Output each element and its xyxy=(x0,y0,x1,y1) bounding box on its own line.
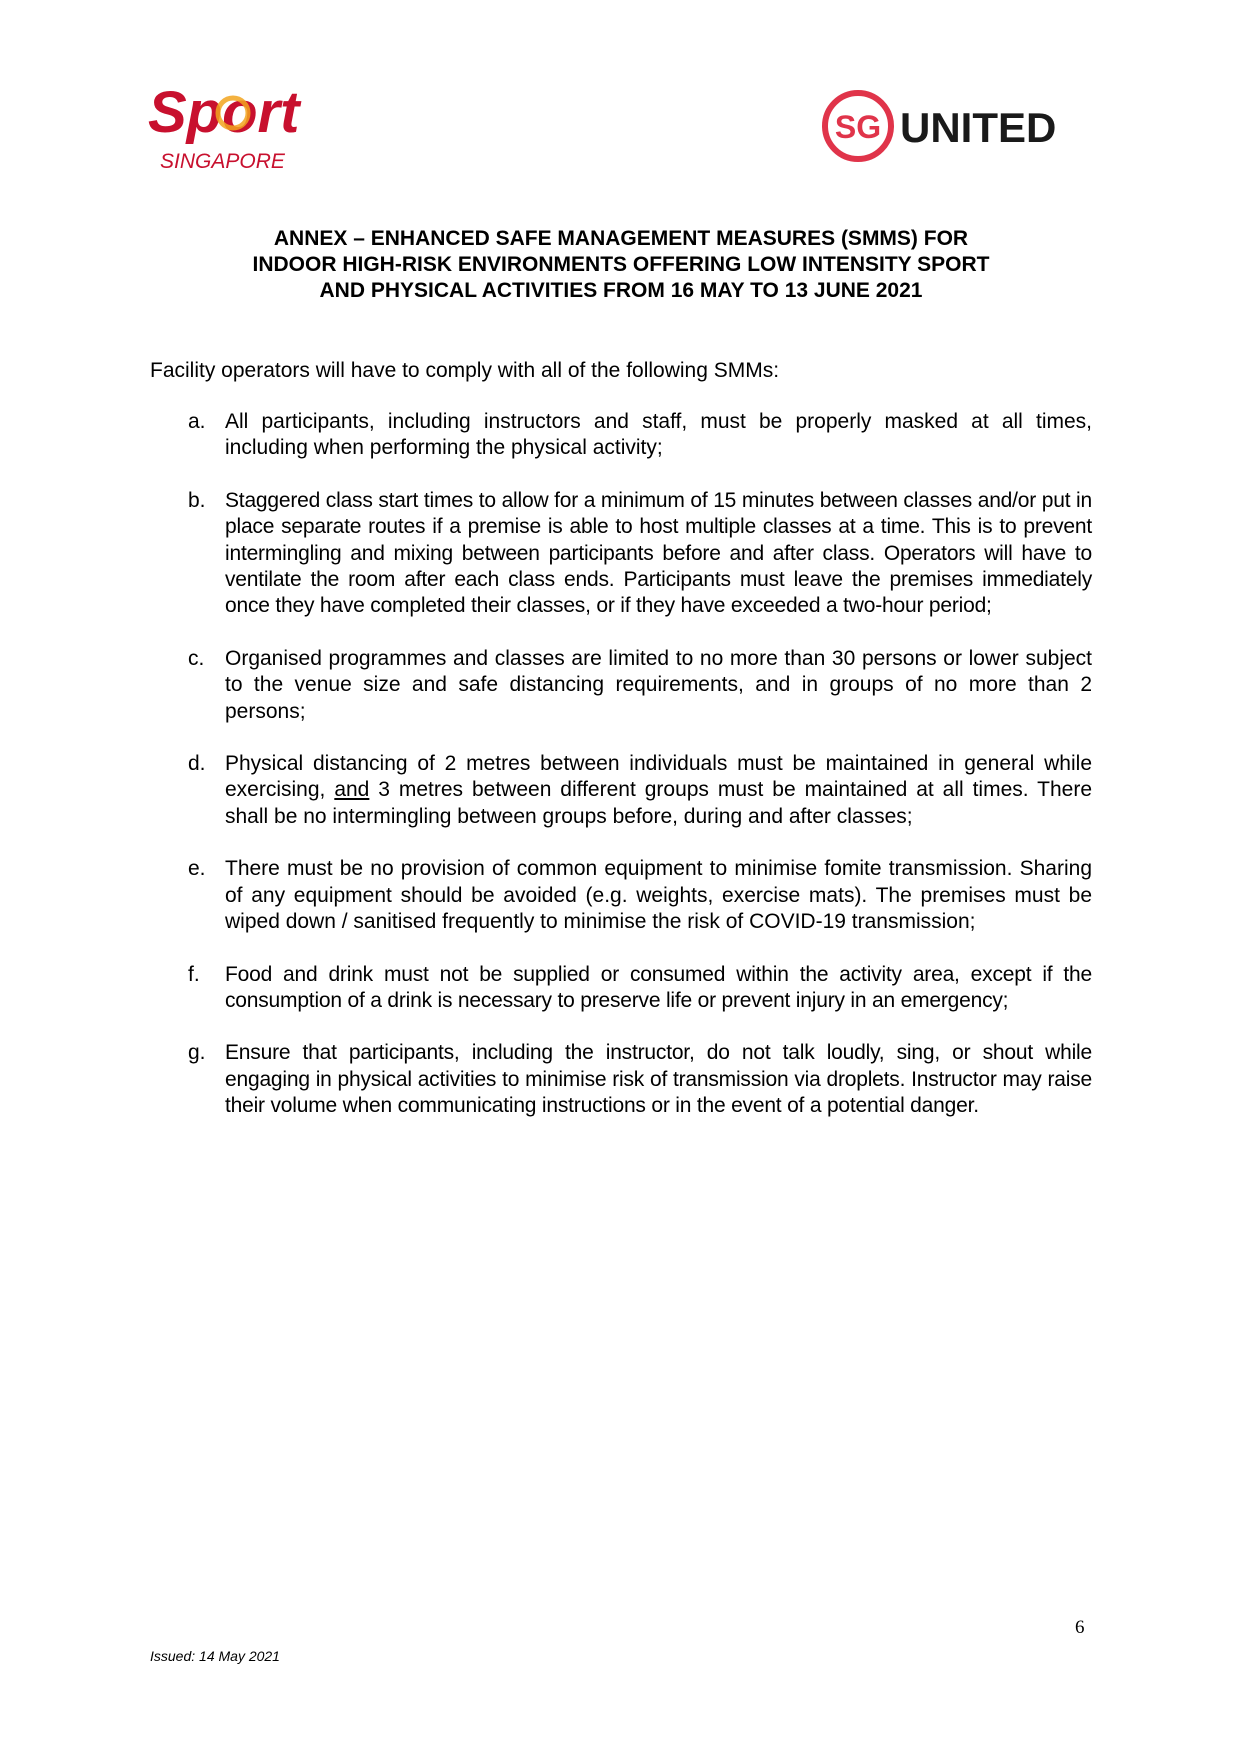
title-line-2: INDOOR HIGH-RISK ENVIRONMENTS OFFERING LOW INTENSITY SPORT xyxy=(252,253,990,276)
item-text-part: Physical distancing of 2 metres between individuals must be maintained in general while exercising, xyxy=(225,752,1092,802)
item-marker: f. xyxy=(188,962,200,986)
title-line-3: AND PHYSICAL ACTIVITIES FROM 16 MAY TO 13 JUNE 2021 xyxy=(319,279,923,302)
list-item xyxy=(150,409,1092,462)
item-text: Staggered class start times to allow for a minimum of 15 minutes between classes and/or put in place separate routes if a premise is able to host multiple classes at a time. This is to prevent intermingling and mixing between participants before and after class. Operators will have to ventilate the room after each class ends. Participants must leave the premises immediately once they have completed their classes, or if they have exceeded a two-hour period; xyxy=(225,488,1092,618)
item-marker: d. xyxy=(188,752,206,776)
sg-mark: SG xyxy=(834,109,882,145)
item-marker: c. xyxy=(188,646,205,670)
document-title xyxy=(150,226,1092,304)
list-item xyxy=(150,646,1092,725)
item-marker: b. xyxy=(188,488,206,512)
sport-logo-subtitle: SINGAPORE xyxy=(160,150,285,173)
sport-singapore-logo xyxy=(148,80,348,175)
sport-logo-word: Sport xyxy=(148,80,300,145)
list-item xyxy=(150,1040,1092,1119)
item-marker: a. xyxy=(188,410,206,433)
item-text-part: 3 metres between different groups must be maintained at all times. There shall be no intermingling between groups before, during and after classes; xyxy=(225,778,1092,828)
issued-date: Issued: 14 May 2021 xyxy=(150,1648,280,1664)
item-text xyxy=(225,751,1092,830)
sg-united-logo xyxy=(820,88,1090,168)
united-word: UNITED xyxy=(900,104,1057,151)
item-text: Ensure that participants, including the instructor, do not talk loudly, sing, or shout while engaging in physical activities to minimise risk of transmission via droplets. Instructor may raise their volume when communicating instructions or in the event of a potential danger. xyxy=(225,1041,1092,1118)
list-item xyxy=(150,488,1092,620)
item-text: Organised programmes and classes are limited to no more than 30 persons or lower subject to the venue size and safe distancing requirements, and in groups of no more than 2 persons; xyxy=(225,646,1092,723)
underlined-word: and xyxy=(334,778,370,802)
list-item xyxy=(150,856,1092,935)
list-item xyxy=(150,751,1092,830)
list-item xyxy=(150,962,1092,1015)
smm-list xyxy=(150,409,1092,1146)
title-line-1: ANNEX – ENHANCED SAFE MANAGEMENT MEASURES (SMMS) FOR xyxy=(273,227,969,250)
page-number: 6 xyxy=(1075,1617,1085,1638)
item-marker: g. xyxy=(188,1041,206,1065)
item-text: Food and drink must not be supplied or consumed within the activity area, except if the consumption of a drink is necessary to preserve life or prevent injury in an emergency; xyxy=(225,962,1092,1012)
item-marker: e. xyxy=(188,857,206,881)
item-text: All participants, including instructors and staff, must be properly masked at all times, including when performing the physical activity; xyxy=(225,410,1092,460)
item-text: There must be no provision of common equipment to minimise fomite transmission. Sharing of any equipment should be avoided (e.g. weights, exercise mats). The premises must be wiped down / sanitised frequently to minimise the risk of COVID-19 transmission; xyxy=(225,857,1092,934)
intro-paragraph: Facility operators will have to comply with all of the following SMMs: xyxy=(150,359,780,382)
